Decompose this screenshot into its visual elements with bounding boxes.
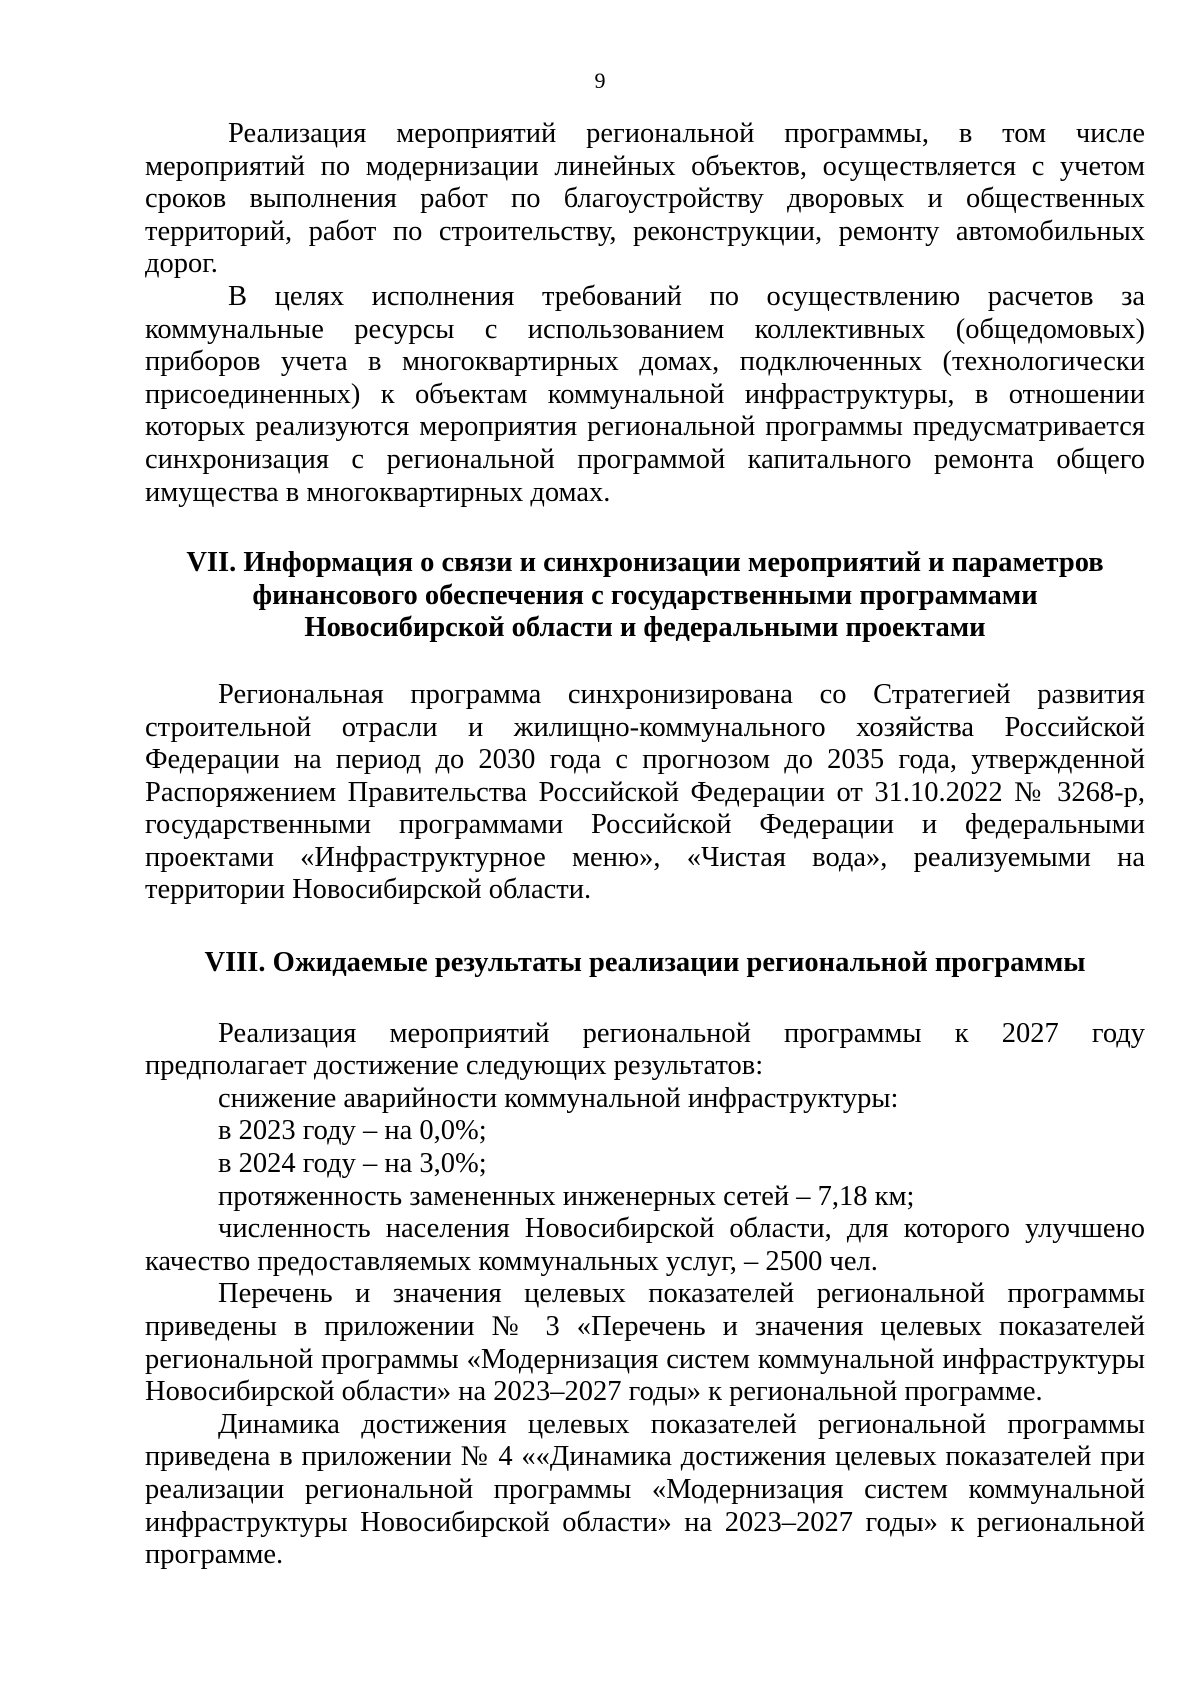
section-7-heading-line-2: финансового обеспечения с государственными программами (252, 579, 1038, 611)
section-8-paragraph-1: Реализация мероприятий региональной программы к 2027 году предполагает достижение следующих результатов: (145, 1017, 1145, 1082)
result-item-3: в 2024 году – на 3,0%; (218, 1148, 487, 1180)
intro-paragraph-1: Реализация мероприятий региональной программы, в том числе мероприятий по модернизации линейных объектов, осуществляется с учетом сроков выполнения работ по благоустройству дворовых и общественных территорий, работ по строительству, реконструкции, ремонту автомобильных дорог. (145, 118, 1145, 280)
document-body (145, 118, 1145, 1572)
page-number: 9 (594, 68, 606, 93)
section-8-paragraph-3: Динамика достижения целевых показателей региональной программы приведена в приложении № 4 ««Динамика достижения целевых показателей при реализации региональной программы «Модернизация систем коммунальной инфраструктуры Новосибирской области» на 2023–2027 годы» к региональной программе. (145, 1408, 1145, 1571)
section-7-heading (145, 547, 1145, 645)
result-item-2: в 2023 году – на 0,0%; (218, 1115, 487, 1147)
section-7-heading-line-3: Новосибирской области и федеральными проектами (304, 612, 986, 644)
result-item-4: протяженность замененных инженерных сетей – 7,18 км; (218, 1180, 915, 1212)
intro-paragraph-2: В целях исполнения требований по осуществлению расчетов за коммунальные ресурсы с использованием коллективных (общедомовых) приборов учета в многоквартирных домах, подключенных (технологически присоединенных) к объектам коммунальной инфраструктуры, в отношении которых реализуются мероприятия региональной программы предусматривается синхронизация с региональной программой капитального ремонта общего имущества в многоквартирных домах. (145, 280, 1145, 508)
section-8-heading: VIII. Ожидаемые результаты реализации региональной программы (204, 947, 1086, 979)
result-item-5: численность населения Новосибирской области, для которого улучшено качество предоставляемых коммунальных услуг, – 2500 чел. (145, 1213, 1145, 1277)
section-7-heading-line-1: VII. Информация о связи и синхронизации мероприятий и параметров (186, 547, 1104, 579)
section-7-paragraph-1: Региональная программа синхронизирована со Стратегией развития строительной отрасли и жилищно-коммунального хозяйства Российской Федерации на период до 2030 года с прогнозом до 2035 года, утвержденной Распоряжением Правительства Российской Федерации от 31.10.2022 № 3268-р, государственными программами Российской Федерации и федеральными проектами «Инфраструктурное меню», «Чистая вода», реализуемыми на территории Новосибирской области. (145, 678, 1145, 906)
result-item-1: снижение аварийности коммунальной инфраструктуры: (218, 1082, 899, 1114)
section-8-paragraph-2: Перечень и значения целевых показателей региональной программы приведены в приложении № 3 «Перечень и значения целевых показателей региональной программы «Модернизация систем коммунальной инфраструктуры Новосибирской области» на 2023–2027 годы» к региональной программе. (145, 1278, 1145, 1408)
